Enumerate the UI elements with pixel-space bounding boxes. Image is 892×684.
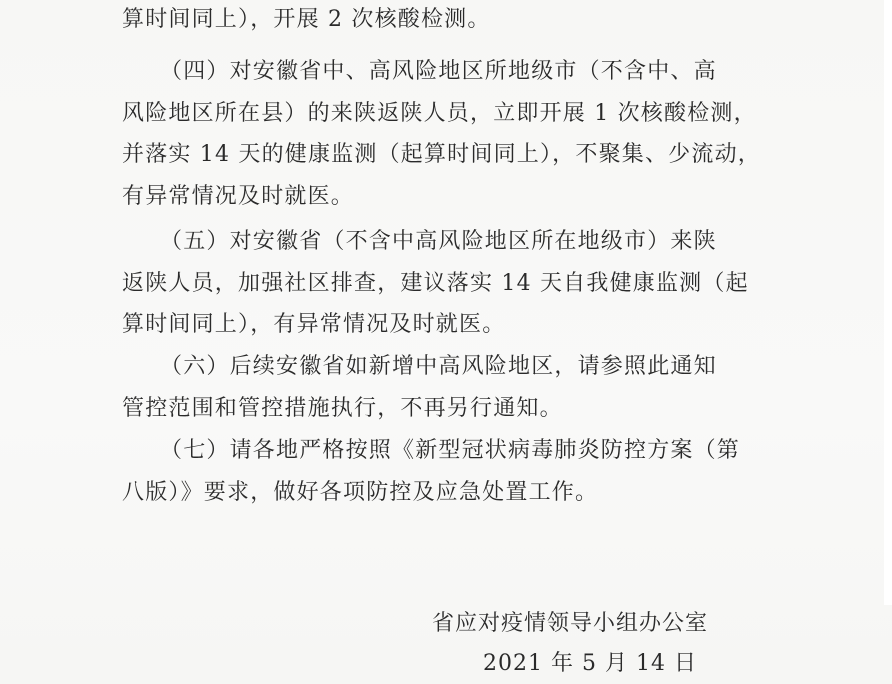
issue-date: 2021 年 5 月 14 日 — [483, 651, 697, 676]
section-5-line-3: 算时间同上），有异常情况及时就医。 — [122, 312, 506, 337]
section-4-line-3: 并落实 14 天的健康监测（起算时间同上），不聚集、少流动， — [122, 142, 761, 167]
page-edge — [884, 0, 892, 605]
section-7-line-1: （七）请各地严格按照《新型冠状病毒肺炎防控方案（第 — [160, 438, 741, 463]
section-4-line-2: 风险地区所在县）的来陕返陕人员，立即开展 1 次核酸检测， — [122, 101, 757, 126]
section-4-line-4: 有异常情况及时就医。 — [122, 184, 355, 209]
body-line-1: 算时间同上），开展 2 次核酸检测。 — [122, 7, 491, 32]
section-5-line-1: （五）对安徽省（不含中高风险地区所在地级市）来陕 — [160, 229, 717, 254]
section-4-line-1: （四）对安徽省中、高风险地区所地级市（不含中、高 — [160, 59, 717, 84]
issuing-office: 省应对疫情领导小组办公室 — [432, 611, 709, 636]
section-5-line-2: 返陕人员，加强社区排查，建议落实 14 天自我健康监测（起 — [122, 271, 749, 296]
section-6-line-2: 管控范围和管控措施执行，不再另行通知。 — [122, 396, 563, 421]
section-7-line-2: 八版）》要求，做好各项防控及应急处置工作。 — [122, 480, 599, 505]
section-6-line-1: （六）后续安徽省如新增中高风险地区，请参照此通知 — [160, 354, 717, 379]
